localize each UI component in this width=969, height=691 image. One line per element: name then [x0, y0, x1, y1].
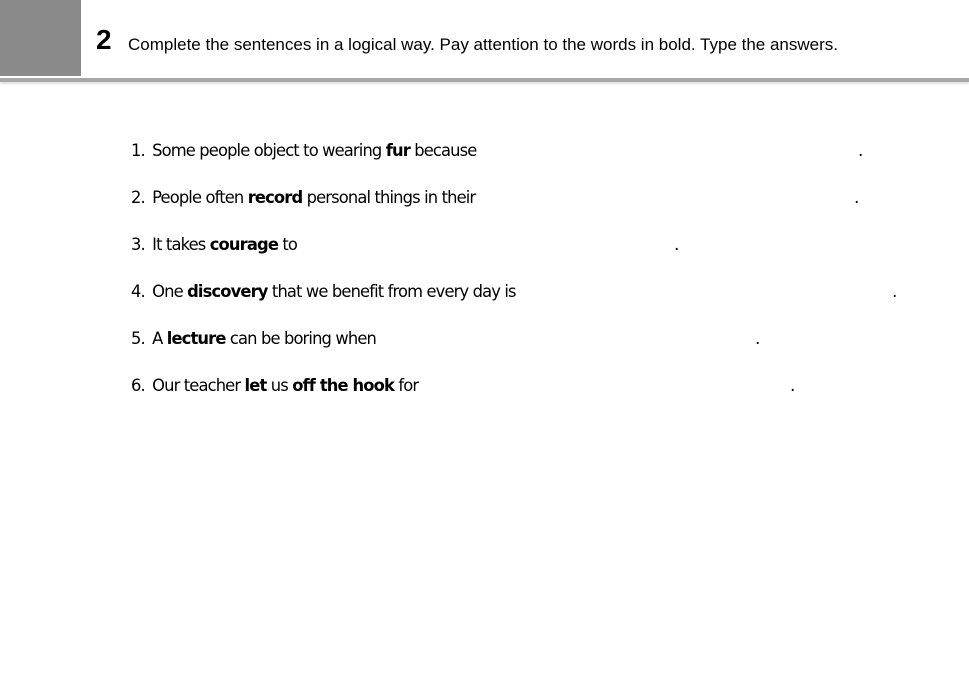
item-text: personal things in their	[302, 188, 476, 208]
answer-field-6[interactable]	[418, 375, 790, 397]
item-number: 4.	[131, 282, 145, 302]
sentence-period: .	[790, 376, 796, 396]
bold-keyword: discovery	[187, 282, 268, 302]
answer-field-2[interactable]	[482, 187, 854, 209]
item-text: to	[278, 235, 298, 255]
answer-field-3[interactable]	[302, 234, 674, 256]
bold-keyword: lecture	[166, 329, 226, 349]
item-text: One	[152, 282, 188, 302]
sentence-item-5	[131, 328, 376, 350]
item-text: Some people object to wearing	[152, 141, 386, 161]
bold-keyword: let	[244, 376, 267, 396]
item-number: 5.	[131, 329, 145, 349]
item-number: 1.	[131, 141, 145, 161]
bold-keyword: fur	[385, 141, 410, 161]
sentence-period: .	[858, 141, 864, 161]
bold-keyword: courage	[209, 235, 279, 255]
sentence-item-3	[131, 234, 297, 256]
bold-keyword: off the hook	[292, 376, 394, 396]
sentence-item-2	[131, 187, 475, 209]
item-number: 6.	[131, 376, 145, 396]
exercise-instruction: Complete the sentences in a logical way. Pay attention to the words in bold. Type the answers.	[128, 35, 838, 54]
sentence-period: .	[674, 235, 680, 255]
sentence-period: .	[892, 282, 898, 302]
answer-field-5[interactable]	[384, 328, 756, 350]
sentence-period: .	[854, 188, 860, 208]
item-text: for	[393, 376, 419, 396]
sentence-period: .	[755, 329, 761, 349]
answer-field-4[interactable]	[522, 281, 892, 303]
sentence-item-4	[131, 281, 516, 303]
item-text: us	[266, 376, 293, 396]
item-text: A	[152, 329, 167, 349]
item-text: because	[409, 141, 477, 161]
bold-keyword: record	[247, 188, 303, 208]
answer-field-1[interactable]	[486, 140, 858, 162]
item-text: People often	[152, 188, 248, 208]
exercise-number: 2	[96, 24, 112, 55]
item-text: can be boring when	[225, 329, 376, 349]
sentence-item-6	[131, 375, 418, 397]
item-text: It takes	[152, 235, 210, 255]
item-text: that we benefit from every day is	[267, 282, 516, 302]
item-text: Our teacher	[152, 376, 245, 396]
sentence-item-1	[131, 140, 476, 162]
item-number: 2.	[131, 188, 145, 208]
item-number: 3.	[131, 235, 145, 255]
